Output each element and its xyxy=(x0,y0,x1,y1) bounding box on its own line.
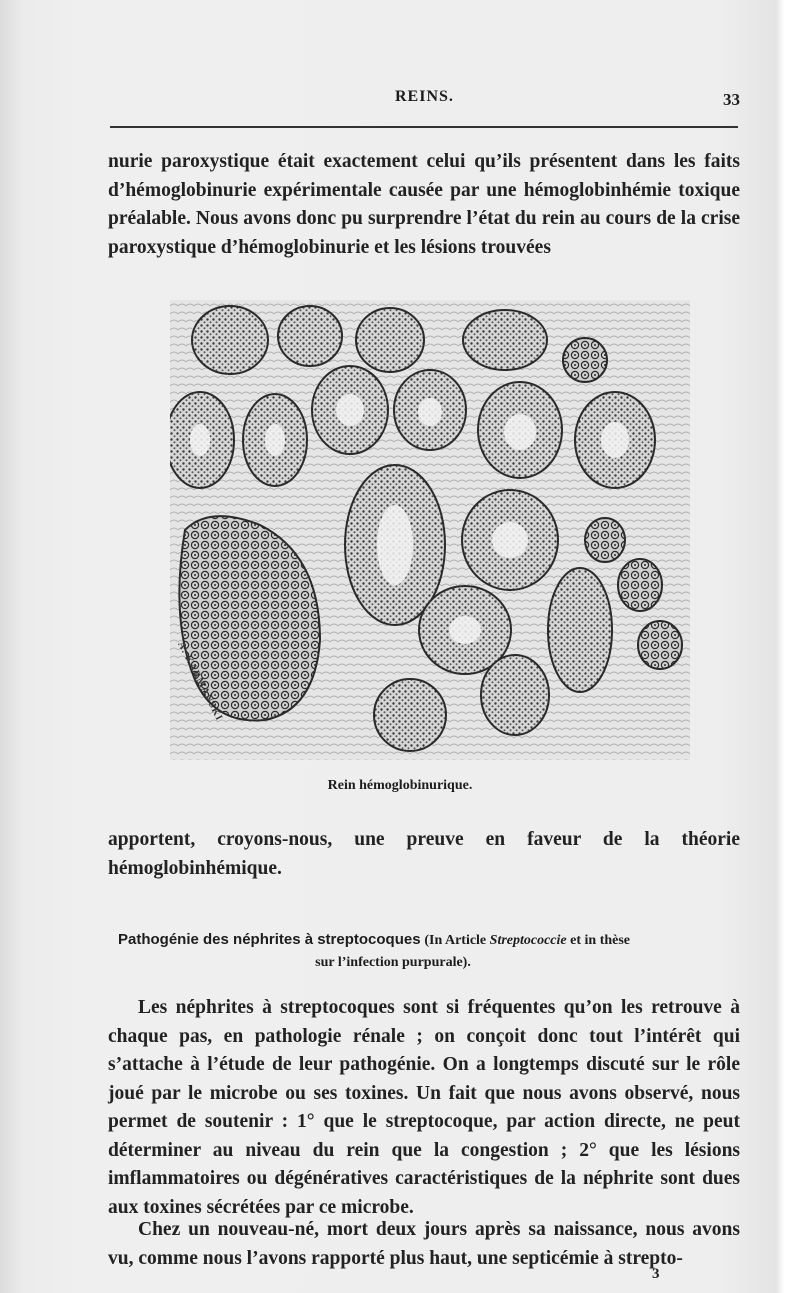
histology-illustration xyxy=(170,300,690,760)
kidney-section-engraving xyxy=(170,300,690,760)
engraver-signature: A. KARMANSKI xyxy=(175,640,225,724)
section-aside-italic: Streptococcie xyxy=(489,933,567,948)
signature-mark: 3 xyxy=(652,1266,660,1282)
section-title: Pathogénie des néphrites à streptocoques xyxy=(118,931,421,948)
paragraph: apportent, croyons-nous, une preuve en faveur de la théorie hémoglobinhémique. xyxy=(108,829,740,879)
paragraph: Chez un nouveau-né, mort deux jours après sa naissance, nous avons vu, comme nous l’avons rapporté plus haut, une septicémie à strepto- xyxy=(108,1219,740,1269)
section-aside-close: et in thèse xyxy=(566,933,631,948)
section-aside-open: (In Article xyxy=(424,933,490,948)
paragraph-continuation: nurie paroxystique était exactement celui qu’ils présentent dans les faits d’hémoglobinurie expérimentale causée par une hémoglobinhémie toxique préalable. Nous avons donc pu surprendre l’état du rein au cours de la crise paroxystique d’hémoglobinurie et les lésions trouvées xyxy=(108,151,740,258)
header-rule xyxy=(110,126,738,128)
page-edge xyxy=(786,0,800,1293)
running-title: REINS. xyxy=(395,88,454,105)
page-header xyxy=(110,88,740,118)
section-aside-second-line: sur l’infection purpurale). xyxy=(315,955,471,970)
paragraph: Les néphrites à streptocoques sont si fréquentes qu’on les retrouve à chaque pas, en pathologie rénale ; on conçoit donc tout l’intérêt qui s’attache à l’étude de leur pathogénie. On a longtemps discuté sur le rôle joué par le microbe ou ses toxines. Un fait que nous avons observé, nous permet de soutenir : 1° que le streptocoque, par action directe, ne peut déterminer au niveau du rein que la congestion ; 2° que les lésions imflammatoires ou dégénératives caractéristiques de la néphrite sont dues aux toxines sécrétées par ce microbe. xyxy=(108,997,740,1218)
figure-caption: Rein hémoglobinurique. xyxy=(327,778,473,793)
page-number: 33 xyxy=(723,90,740,109)
section-heading xyxy=(118,929,758,974)
